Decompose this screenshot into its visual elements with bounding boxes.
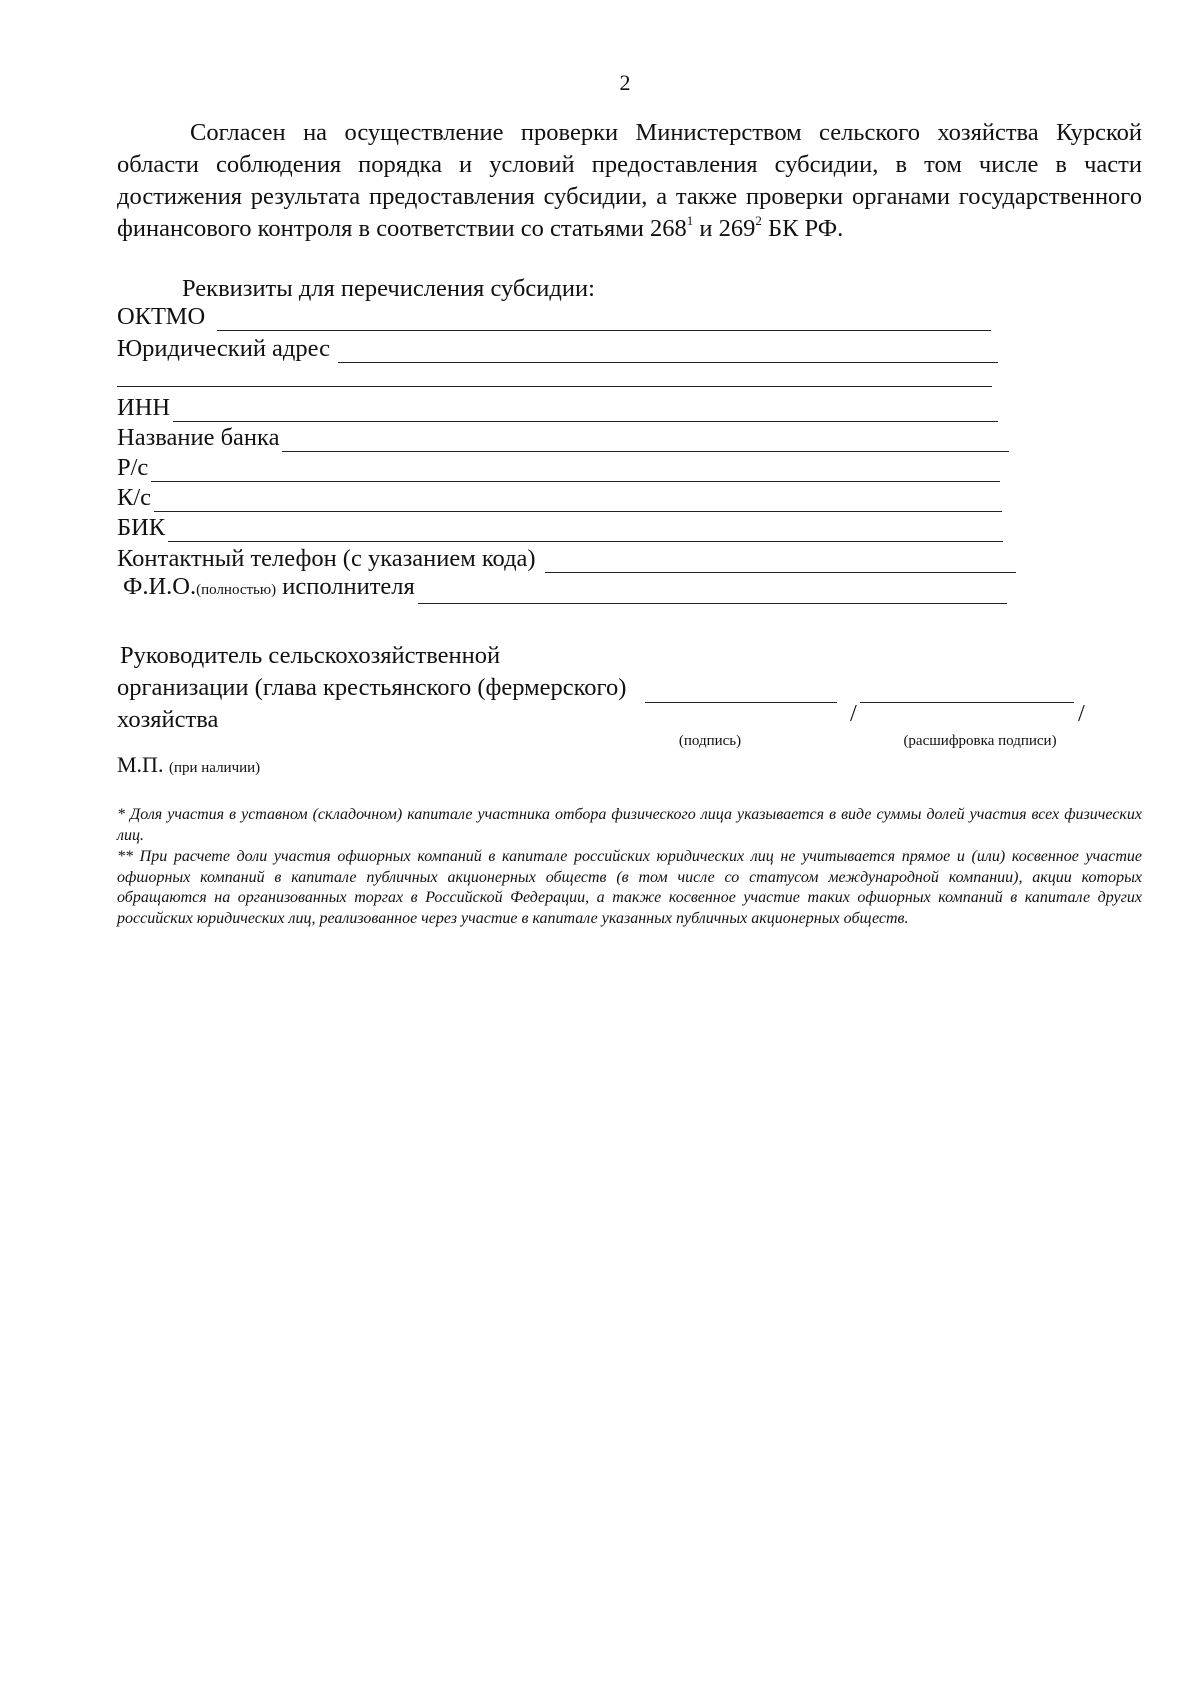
slash-1: / (850, 700, 857, 727)
requisites-title: Реквизиты для перечисления субсидии: (182, 275, 595, 302)
bank-name-label: Название банка (117, 424, 280, 451)
ks-field[interactable] (117, 482, 1002, 512)
inn-field[interactable] (117, 392, 998, 422)
rs-label: Р/с (117, 454, 149, 481)
oktmo-field[interactable] (117, 301, 991, 331)
phone-field[interactable] (117, 543, 1016, 573)
inn-line (173, 398, 998, 422)
consent-sup-2: 2 (755, 213, 762, 228)
head-line-2: организации (глава крестьянского (фермерского) (117, 674, 627, 701)
bik-field[interactable] (117, 512, 1003, 542)
consent-text-main: Согласен на осуществление проверки Министерством сельского хозяйства Курской области соблюдения порядка и условий предоставления субсидии, в том числе в части достижения результата предоставления субсидии, а также проверки органами государственного финансового контроля в соответствии со статьями 268 (117, 119, 1142, 242)
fio-label (123, 573, 415, 604)
fio-label-suffix: исполнителя (276, 573, 415, 600)
ks-line (154, 488, 1002, 512)
rs-field[interactable] (117, 452, 1000, 482)
consent-sup-1: 1 (686, 213, 694, 228)
mp-label: М.П. (117, 752, 164, 777)
oktmo-line (217, 307, 991, 331)
page-number: 2 (619, 70, 631, 95)
legal-address-line-2[interactable] (117, 386, 992, 387)
fio-field[interactable] (123, 574, 1007, 604)
consent-paragraph (117, 117, 1142, 245)
inn-label: ИНН (117, 394, 171, 421)
consent-text-mid: и 269 (693, 215, 756, 242)
ks-label: К/с (117, 484, 152, 511)
bik-line (168, 518, 1003, 542)
phone-label: Контактный телефон (с указанием кода) (117, 545, 536, 572)
fio-line (418, 580, 1007, 604)
bank-name-field[interactable] (117, 422, 1009, 452)
footnote-1: * Доля участия в уставном (складочном) капитале участника отбора физического лица указывается в виде суммы долей участия всех физических лиц. (117, 806, 1142, 844)
mp-small: (при наличии) (168, 760, 261, 776)
signature-line[interactable] (645, 702, 837, 703)
signature-caption: (подпись) (678, 733, 742, 749)
head-line-3: хозяйства (117, 706, 219, 733)
phone-line (545, 549, 1016, 573)
consent-text-end: БК РФ. (761, 215, 844, 242)
stamp-place (117, 752, 260, 778)
legal-address-label: Юридический адрес (117, 335, 330, 362)
bik-label: БИК (117, 514, 166, 541)
fio-label-prefix: Ф.И.О. (123, 573, 197, 600)
fio-label-small: (полностью) (196, 582, 277, 598)
bank-name-line (282, 428, 1009, 452)
decoding-caption: (расшифровка подписи) (903, 733, 1057, 749)
head-line-1: Руководитель сельскохозяйственной (120, 642, 501, 669)
legal-address-field[interactable] (117, 333, 998, 363)
legal-address-line (338, 339, 998, 363)
oktmo-label: ОКТМО (117, 303, 206, 330)
head-title (117, 640, 626, 736)
footnote-2: ** При расчете доли участия офшорных компаний в капитале российских юридических лиц не учитывается прямое и (или) косвенное участие офшорных компаний в капитале публичных акционерных обществ (в том числе со статусом международной компании), акции которых обращаются на организованных торгах в Российской Федерации, а также косвенное участие таких офшорных компаний в капитале других российских юридических лиц, реализованное через участие в капитале указанных публичных акционерных обществ. (117, 848, 1142, 927)
signature-decoding-line[interactable] (860, 702, 1074, 703)
rs-line (151, 458, 1000, 482)
slash-2: / (1078, 700, 1085, 727)
